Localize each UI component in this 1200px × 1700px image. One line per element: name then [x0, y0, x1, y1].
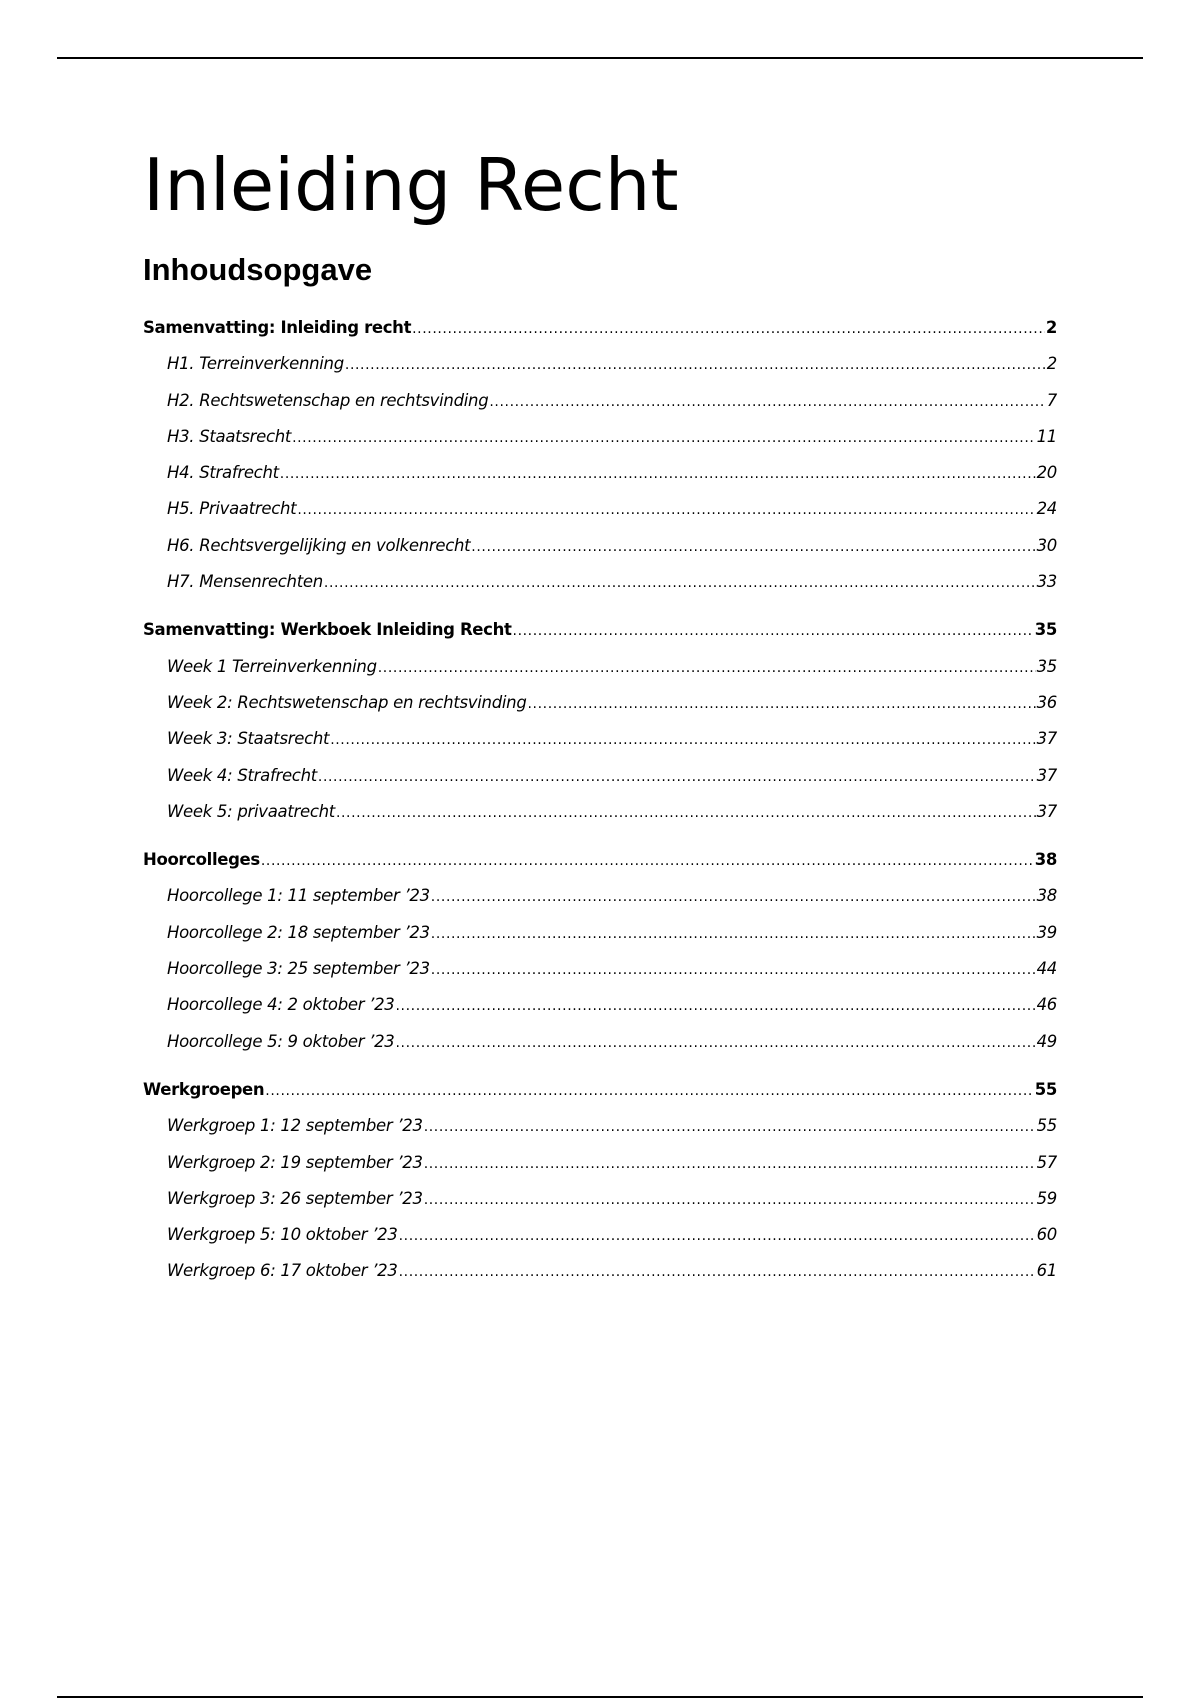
toc-page-number: 60 — [1036, 1225, 1057, 1245]
toc-page-number: 35 — [1036, 656, 1057, 676]
toc-subsection-entry[interactable] — [143, 528, 1057, 564]
toc-page-number: 37 — [1036, 801, 1057, 821]
toc-dot-leader — [297, 491, 1035, 528]
toc-subsection-entry[interactable] — [143, 383, 1057, 419]
toc-page-number: 37 — [1036, 729, 1057, 749]
toc-subsection-entry[interactable] — [143, 1145, 1057, 1181]
toc-dot-leader — [396, 987, 1036, 1024]
toc-page-number: 7 — [1046, 390, 1057, 410]
toc-entry-title: H2. Rechtswetenschap en rechtsvinding — [167, 390, 489, 410]
toc-subsection-entry[interactable] — [143, 951, 1057, 987]
toc-page-number: 20 — [1036, 463, 1057, 483]
toc-page-number: 30 — [1036, 535, 1057, 555]
toc-page-number: 2 — [1045, 318, 1057, 337]
toc-subsection-entry[interactable] — [143, 915, 1057, 951]
toc-entry-title: Werkgroepen — [143, 1079, 265, 1099]
toc-entry-title: H4. Strafrecht — [167, 463, 279, 483]
document-title: Inleiding Recht — [143, 143, 679, 227]
toc-section-entry[interactable] — [143, 1072, 1057, 1108]
toc-dot-leader — [513, 612, 1034, 649]
toc-subsection-entry[interactable] — [143, 1024, 1057, 1060]
toc-subsection-entry[interactable] — [143, 419, 1057, 455]
toc-page-number: 55 — [1034, 1079, 1057, 1099]
toc-page-number: 37 — [1036, 765, 1057, 785]
toc-page-number: 61 — [1036, 1261, 1057, 1281]
toc-dot-leader — [292, 419, 1036, 456]
toc-section-entry[interactable] — [143, 842, 1057, 878]
toc-entry-title: Hoorcollege 5: 9 oktober ’23 — [167, 1031, 395, 1051]
toc-page-number: 2 — [1046, 354, 1057, 374]
toc-dot-leader — [336, 794, 1036, 831]
toc-dot-leader — [424, 1181, 1036, 1218]
toc-dot-leader — [431, 878, 1036, 915]
toc-dot-leader — [399, 1217, 1036, 1254]
toc-page-number: 36 — [1036, 692, 1057, 712]
toc-entry-title: Week 4: Strafrecht — [167, 765, 317, 785]
toc-entry-title: Werkgroep 2: 19 september ’23 — [167, 1152, 423, 1172]
toc-subsection-entry[interactable] — [143, 878, 1057, 914]
toc-subsection-entry[interactable] — [143, 685, 1057, 721]
toc-section-entry[interactable] — [143, 310, 1057, 346]
toc-entry-title: Hoorcolleges — [143, 850, 260, 870]
toc-entry-title: Werkgroep 3: 26 september ’23 — [167, 1188, 423, 1208]
toc-dot-leader — [396, 1024, 1036, 1061]
toc-page-number: 39 — [1036, 922, 1057, 942]
toc-section-entry[interactable] — [143, 612, 1057, 648]
toc-subsection-entry[interactable] — [143, 1217, 1057, 1253]
toc-dot-leader — [399, 1253, 1036, 1290]
toc-dot-leader — [345, 346, 1046, 383]
toc-subsection-entry[interactable] — [143, 1108, 1057, 1144]
toc-entry-title: H5. Privaatrecht — [167, 499, 297, 519]
toc-dot-leader — [280, 455, 1036, 492]
toc-dot-leader — [489, 383, 1045, 420]
toc-page-number: 49 — [1036, 1031, 1057, 1051]
toc-subsection-entry[interactable] — [143, 346, 1057, 382]
toc-dot-leader — [324, 564, 1036, 601]
table-of-contents — [143, 310, 1057, 1290]
header-rule — [57, 57, 1143, 59]
toc-page-number: 38 — [1036, 886, 1057, 906]
toc-entry-title: Werkgroep 5: 10 oktober ’23 — [167, 1225, 398, 1245]
toc-entry-title: H7. Mensenrechten — [167, 572, 323, 592]
toc-dot-leader — [471, 528, 1035, 565]
toc-entry-title: Hoorcollege 3: 25 september ’23 — [167, 959, 430, 979]
toc-entry-title: Werkgroep 1: 12 september ’23 — [167, 1116, 423, 1136]
toc-entry-title: Samenvatting: Werkboek Inleiding Recht — [143, 620, 512, 640]
toc-subsection-entry[interactable] — [143, 564, 1057, 600]
toc-subsection-entry[interactable] — [143, 649, 1057, 685]
toc-subsection-entry[interactable] — [143, 491, 1057, 527]
toc-dot-leader — [412, 310, 1045, 347]
toc-subsection-entry[interactable] — [143, 987, 1057, 1023]
toc-entry-title: Week 5: privaatrecht — [167, 801, 335, 821]
toc-entry-title: Hoorcollege 4: 2 oktober ’23 — [167, 995, 395, 1015]
toc-dot-leader — [431, 951, 1036, 988]
footer-rule — [57, 1696, 1143, 1698]
toc-subsection-entry[interactable] — [143, 758, 1057, 794]
toc-entry-title: H1. Terreinverkenning — [167, 354, 344, 374]
toc-dot-leader — [424, 1145, 1036, 1182]
toc-page-number: 33 — [1036, 572, 1057, 592]
toc-heading: Inhoudsopgave — [143, 252, 373, 287]
toc-page-number: 38 — [1034, 850, 1057, 870]
toc-page-number: 59 — [1036, 1188, 1057, 1208]
toc-dot-leader — [431, 915, 1036, 952]
toc-entry-title: Hoorcollege 2: 18 september ’23 — [167, 922, 430, 942]
toc-subsection-entry[interactable] — [143, 794, 1057, 830]
toc-dot-leader — [378, 649, 1036, 686]
toc-entry-title: Week 2: Rechtswetenschap en rechtsvinding — [167, 692, 527, 712]
toc-dot-leader — [261, 842, 1034, 879]
toc-entry-title: Werkgroep 6: 17 oktober ’23 — [167, 1261, 398, 1281]
toc-entry-title: H3. Staatsrecht — [167, 426, 292, 446]
toc-page-number: 46 — [1036, 995, 1057, 1015]
toc-dot-leader — [528, 685, 1036, 722]
toc-subsection-entry[interactable] — [143, 1253, 1057, 1289]
toc-dot-leader — [265, 1072, 1033, 1109]
toc-entry-title: Week 1 Terreinverkenning — [167, 656, 377, 676]
toc-subsection-entry[interactable] — [143, 455, 1057, 491]
toc-page-number: 35 — [1034, 620, 1057, 640]
toc-subsection-entry[interactable] — [143, 1181, 1057, 1217]
toc-page-number: 57 — [1036, 1152, 1057, 1172]
toc-page-number: 44 — [1036, 959, 1057, 979]
toc-page-number: 24 — [1036, 499, 1057, 519]
toc-entry-title: Hoorcollege 1: 11 september ’23 — [167, 886, 430, 906]
toc-subsection-entry[interactable] — [143, 721, 1057, 757]
toc-entry-title: H6. Rechtsvergelijking en volkenrecht — [167, 535, 471, 555]
toc-entry-title: Samenvatting: Inleiding recht — [143, 318, 412, 337]
toc-page-number: 11 — [1036, 426, 1057, 446]
toc-entry-title: Week 3: Staatsrecht — [167, 729, 330, 749]
toc-page-number: 55 — [1036, 1116, 1057, 1136]
toc-dot-leader — [318, 758, 1036, 795]
toc-dot-leader — [424, 1108, 1036, 1145]
toc-dot-leader — [330, 721, 1035, 758]
